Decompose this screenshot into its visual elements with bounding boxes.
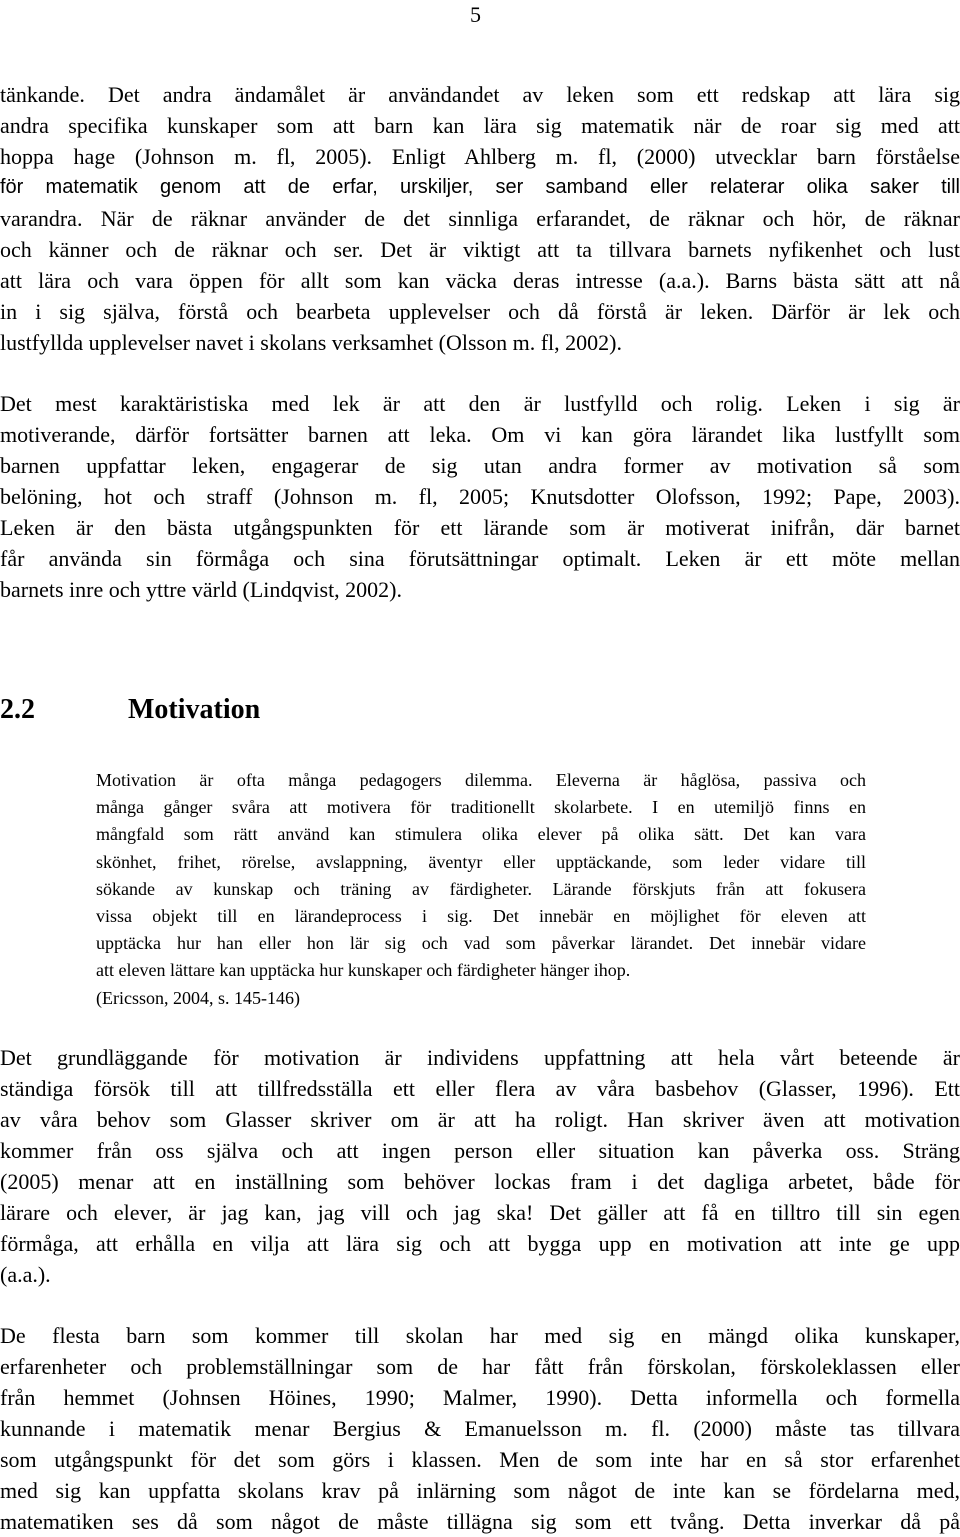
text-line: De flesta barn som kommer till skolan har med sig en mängd olika kunskaper, (0, 1323, 960, 1348)
paragraph-basic-needs (0, 1042, 960, 1290)
block-quote (96, 767, 866, 1012)
text-line: lärare och elever, är jag kan, jag vill och jag ska! Det gäller att få en tilltro till sin egen (0, 1200, 960, 1225)
text-line: varandra. När de räknar använder de det sinnliga erfarandet, de räknar och hör, de räknar (0, 206, 960, 231)
text-line: får använda sin förmåga och sina förutsättningar optimalt. Leken är ett möte mellan (0, 546, 960, 571)
text-line: barnen uppfattar leken, engagerar de sig utan andra former av motivation så som (0, 453, 960, 478)
text-line: och känner och de räknar och ser. Det är viktigt att ta tillvara barnets nyfikenhet och lust (0, 237, 960, 262)
quote-line: vissa objekt till en lärandeprocess i sig. Det innebär en möjlighet för eleven att (96, 906, 866, 927)
text-line: belöning, hot och straff (Johnson m. fl, 2005; Knutsdotter Olofsson, 1992; Pape, 2003). (0, 484, 960, 509)
text-line: andra specifika kunskaper som att barn kan lära sig matematik när de roar sig med att (0, 113, 960, 138)
text-line: matematiken ses då som något de måste tillägna sig som ett tvång. Detta inverkar då på (0, 1509, 960, 1534)
text-line: lustfyllda upplevelser navet i skolans verksamhet (Olsson m. fl, 2002). (0, 330, 622, 355)
section-title: Motivation (128, 694, 261, 725)
section-heading (0, 692, 260, 728)
text-line: tänkande. Det andra ändamålet är användandet av leken som ett redskap att lära sig (0, 82, 960, 107)
text-line: kommer från oss själva och att ingen person eller situation kan påverka oss. Sträng (0, 1138, 960, 1163)
paragraph-prior-knowledge (0, 1320, 960, 1537)
text-line: att lära och vara öppen för allt som kan väcka deras intresse (a.a.). Barns bästa sätt att nå (0, 268, 960, 293)
page-number: 5 (470, 2, 481, 27)
text-line: Det mest karaktäristiska med lek är att den är lustfylld och rolig. Leken i sig är (0, 391, 960, 416)
quote-citation: (Ericsson, 2004, s. 145-146) (96, 987, 300, 1008)
text-line: förmåga, att erhålla en vilja att lära sig och att bygga upp en motivation att inte ge upp (0, 1231, 960, 1256)
text-line: (2005) menar att en inställning som behöver lockas fram i det dagliga arbetet, både för (0, 1169, 960, 1194)
text-line: Det grundläggande för motivation är individens uppfattning att hela vårt beteende är (0, 1045, 960, 1070)
text-line: barnets inre och yttre värld (Lindqvist, 2002). (0, 577, 403, 602)
quote-line: skönhet, frihet, rörelse, avslappning, äventyr eller upptäckande, som leder vidare till (96, 851, 866, 872)
quote-line: Motivation är ofta många pedagogers dilemma. Eleverna är håglösa, passiva och (96, 770, 866, 790)
section-number: 2.2 (0, 694, 35, 725)
text-line: (a.a.). (0, 1262, 51, 1287)
text-line: kunnande i matematik menar Bergius & Emanuelsson m. fl. (2000) måste tas tillvara (0, 1416, 960, 1441)
text-line: som utgångspunkt för det som görs i klassen. Men de som inte har en så stor erfarenhet (0, 1447, 960, 1472)
paragraph-play-learning (0, 79, 960, 358)
text-line: för matematik genom att de erfar, urskiljer, ser samband eller relaterar olika saker till (0, 176, 960, 198)
text-line: ständiga försök till att tillfredsställa ett eller flera av våra basbehov (Glasser, 1996). Ett (0, 1076, 960, 1101)
text-line: in i sig själva, förstå och bearbeta upplevelser och då förstå är leken. Därför är lek och (0, 299, 960, 324)
text-line: motiverande, därför fortsätter barnen att leka. Om vi kan göra lärandet lika lustfyllt som (0, 422, 960, 447)
text-line: med sig kan uppfatta skolans krav på inlärning som något de inte kan se fördelarna med, (0, 1478, 960, 1503)
quote-line: mångfald som rätt använd kan stimulera olika elever på olika sätt. Det kan vara (96, 824, 866, 845)
paragraph-play-motivation (0, 388, 960, 605)
quote-line: sökande av kunskap och träning av färdigheter. Lärande förskjuts från att fokusera (96, 878, 866, 899)
quote-line: upptäcka hur han eller hon lär sig och vad som påverkar lärandet. Det innebär vidare (96, 933, 866, 954)
text-line: av våra behov som Glasser skriver om är att ha roligt. Han skriver även att motivation (0, 1107, 960, 1132)
quote-line: många gånger svåra att motivera för traditionellt skolarbete. I en utemiljö finns en (96, 797, 866, 818)
text-line: från hemmet (Johnsen Höines, 1990; Malmer, 1990). Detta informella och formella (0, 1385, 960, 1410)
text-line: erfarenheter och problemställningar som de har fått från förskolan, förskoleklassen eller (0, 1354, 960, 1379)
text-line: Leken är den bästa utgångspunkten för ett lärande som är motiverat inifrån, där barnet (0, 515, 960, 540)
quote-line: att eleven lättare kan upptäcka hur kunskaper och färdigheter hänger ihop. (96, 960, 631, 981)
text-line: hoppa hage (Johnson m. fl, 2005). Enligt Ahlberg m. fl, (2000) utvecklar barn förståelse (0, 144, 960, 169)
